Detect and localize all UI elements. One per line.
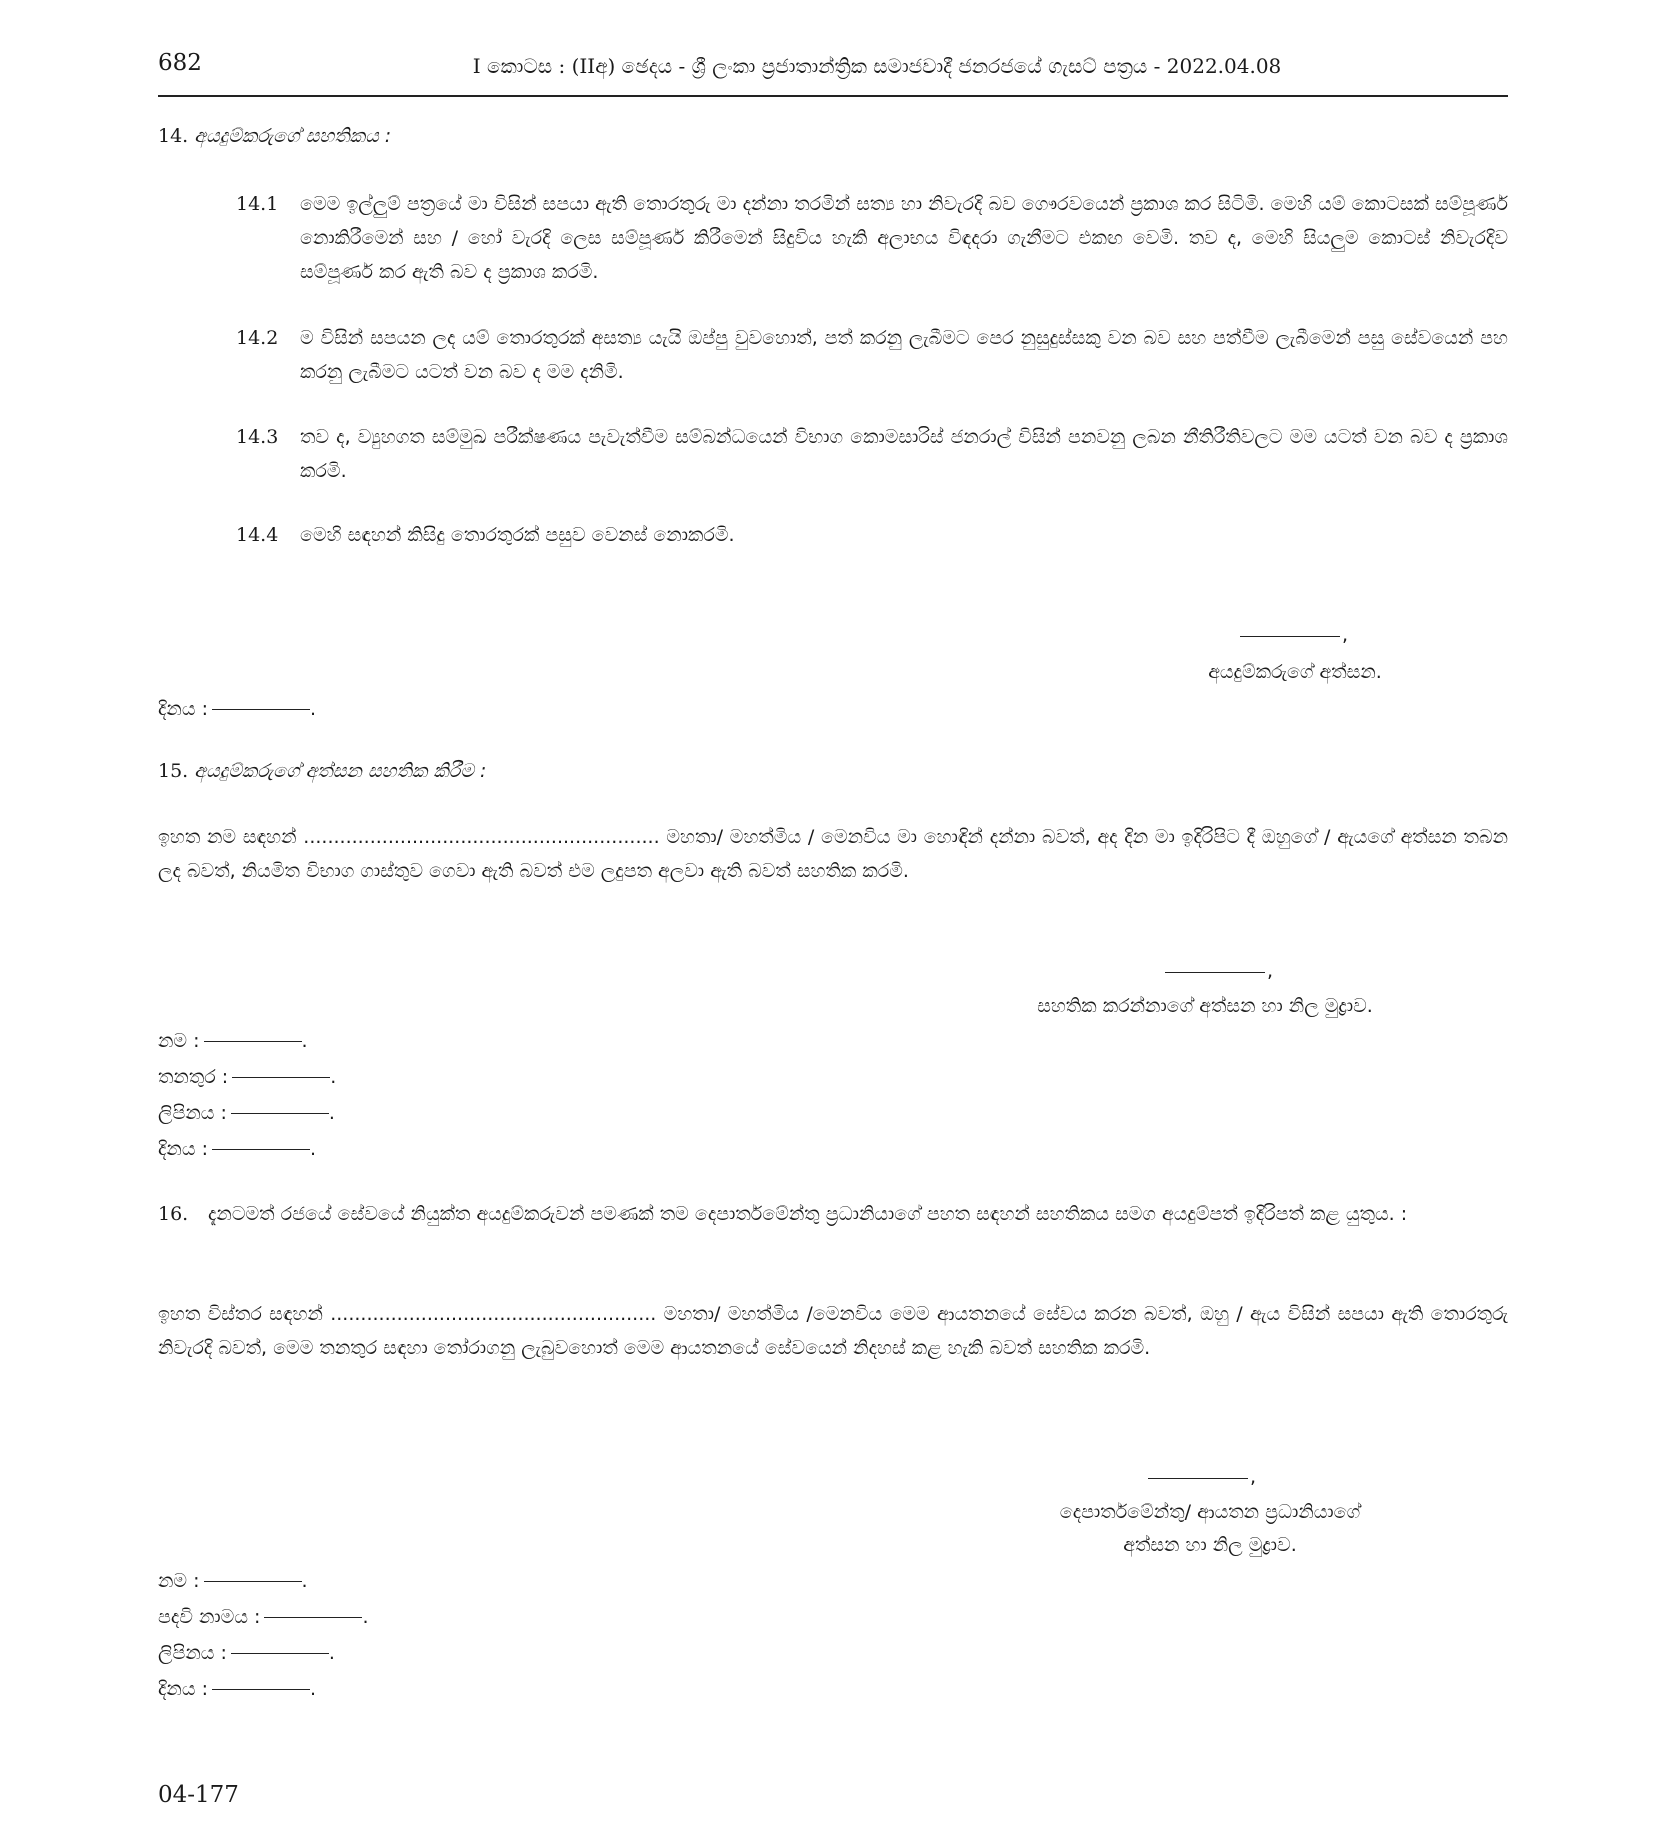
section-14-heading	[158, 125, 391, 147]
field-label: දිනය :	[158, 698, 208, 720]
page-number: 682	[158, 50, 202, 76]
section-title: අයදුම්කරුගේ සහතිකය :	[194, 125, 392, 147]
page-header	[158, 44, 1506, 94]
field-label: නම :	[158, 1570, 200, 1592]
field-label: ලිපිනය :	[158, 1642, 227, 1664]
clause-14-4	[236, 518, 1508, 552]
name-field: නම : .	[158, 1570, 308, 1592]
signature-comma: ,	[1267, 960, 1274, 982]
field-blank	[204, 1041, 302, 1042]
section-16-intro	[158, 1197, 1508, 1231]
section-15-heading	[158, 760, 486, 782]
address-field: ලිපිනය : .	[158, 1642, 335, 1664]
footer-code: 04-177	[158, 1782, 239, 1808]
field-label: දිනය :	[158, 1678, 208, 1700]
field-blank	[231, 1653, 329, 1654]
field-blank	[264, 1617, 362, 1618]
date-field: දිනය : .	[158, 1138, 317, 1160]
clause-text: ම විසින් සපයන ලද යම් තොරතුරක් අසත්‍ය යැයි ඔප්පු වුවහොත්, පත් කරනු ලැබීමට පෙර නුසුදුස්සකු වන බව සහ පත්වීම ලැබීමෙන් පසු සේවයෙන් පහ කරනු ලැබීමට යටත් වන බව ද මම දනිමි.	[300, 327, 1508, 383]
signature-line	[1240, 636, 1340, 637]
header-divider	[158, 95, 1508, 97]
section-title: අයදුම්කරුගේ අත්සන සහතික කිරීම :	[194, 760, 487, 782]
clause-text: තව ද, ව්‍යුහගත සම්මුඛ පරීක්ෂණය පැවැත්වීම සම්බන්ධයෙන් විභාග කොමසාරිස් ජනරාල් විසින් පනවනු ලබන නීතිරීතිවලට මම යටත් වන බව ද ප්‍රකාශ කරමි.	[300, 426, 1508, 482]
header-title: I කොටස : (IIඅ) ඡෙදය - ශ්‍රී ලංකා ප්‍රජාතාන්ත්‍රික සමාජවාදී ජනරජයේ ගැසට් පත්‍රය - 2022.04.08	[472, 54, 1282, 78]
field-label: නම :	[158, 1030, 200, 1052]
field-blank	[204, 1581, 302, 1582]
clause-number: 14.2	[236, 327, 279, 349]
name-field: නම : .	[158, 1030, 308, 1052]
section-15-text: ඉහත නම සඳහන් ........................................................... මහතා/ මහත්මිය / මෙනවිය මා හොඳින් දන්නා බවත්, අද දින මා ඉදිරිපිට දී ඔහුගේ / ඇයගේ අත්සන තබන ලද බවත්, නියමිත විභාග ගාස්තුව ගෙවා ඇති බවත් එම ලදුපත අලවා ඇති බවත් සහතික කරමි.	[158, 826, 1508, 882]
date-field: දිනය : .	[158, 698, 317, 720]
signature-line	[1165, 972, 1265, 973]
date-field: දිනය : .	[158, 1678, 317, 1700]
head-signature-label-line2: අත්සන හා නිල මුද්‍රාව.	[1123, 1534, 1297, 1556]
designation-field: තනතුර : .	[158, 1066, 337, 1088]
signature-comma: ,	[1250, 1466, 1257, 1488]
section-16-text: ඉහත විස්තර සඳහන් ...................................................... මහතා/ මහත්මිය /මෙනවිය මෙම ආයතනයේ සේවය කරන බවත්, ඔහු / ඇය විසින් සපයා ඇති තොරතුරු නිවැරදි බවත්, මෙම තනතුර සඳහා තෝරාගනු ලැබුවහොත් මෙම ආයතනයේ සේවයෙන් නිදහස් කළ හැකි බවත් සහතික කරමි.	[158, 1303, 1508, 1359]
certifier-signature-label: සහතික කරන්නාගේ අත්සන හා නිල මුද්‍රාව.	[1037, 995, 1373, 1017]
field-label: තනතුර :	[158, 1066, 229, 1088]
field-blank	[212, 1149, 310, 1150]
applicant-signature-label: අයදුම්කරුගේ අත්සන.	[1208, 661, 1382, 683]
section-number: 16.	[158, 1203, 189, 1225]
clause-number: 14.4	[236, 524, 279, 546]
field-blank	[212, 1689, 310, 1690]
clause-14-3	[236, 420, 1508, 488]
title-field: පදවි නාමය : .	[158, 1606, 369, 1628]
field-blank	[231, 1113, 329, 1114]
head-signature-label-line1: දෙපාර්තමේන්තු/ ආයතන ප්‍රධානියාගේ	[1059, 1501, 1361, 1523]
field-label: පදවි නාමය :	[158, 1606, 261, 1628]
section-intro-text: දැනටමත් රජයේ සේවයේ නියුක්ත අයදුම්කරුවන් පමණක් තම දෙපාර්තමේන්තු ප්‍රධානියාගේ පහත සඳහන් සහතිකය සමග අයදුම්පත් ඉදිරිපත් කළ යුතුය. :	[208, 1203, 1408, 1225]
clause-number: 14.3	[236, 426, 279, 448]
field-label: දිනය :	[158, 1138, 208, 1160]
address-field: ලිපිනය : .	[158, 1102, 335, 1124]
signature-comma: ,	[1342, 624, 1349, 646]
clause-text: මෙහි සඳහන් කිසිදු තොරතුරක් පසුව වෙනස් නොකරමි.	[300, 524, 735, 546]
section-number: 14.	[158, 125, 189, 147]
section-number: 15.	[158, 760, 189, 782]
field-blank	[232, 1077, 330, 1078]
clause-14-1	[236, 187, 1508, 289]
signature-line	[1148, 1478, 1248, 1479]
field-blank	[212, 709, 310, 710]
field-label: ලිපිනය :	[158, 1102, 227, 1124]
clause-text: මෙම ඉල්ලුම් පත්‍රයේ මා විසින් සපයා ඇති තොරතුරු මා දන්නා තරමින් සත්‍ය හා නිවැරදි බව ගෞරවයෙන් ප්‍රකාශ කර සිටිමි. මෙහි යම් කොටසක් සම්පූර්ණ නොකිරීමෙන් සහ / හෝ වැරදි ලෙස සම්පූර්ණ කිරීමෙන් සිදුවිය හැකි අලාභය විඳදරා ගැනීමට එකඟ වෙමි. තව ද, මෙහි සියලුම කොටස් නිවැරදිව සම්පූර්ණ කර ඇති බව ද ප්‍රකාශ කරමි.	[300, 193, 1508, 283]
clause-14-2	[236, 321, 1508, 389]
clause-number: 14.1	[236, 193, 279, 215]
